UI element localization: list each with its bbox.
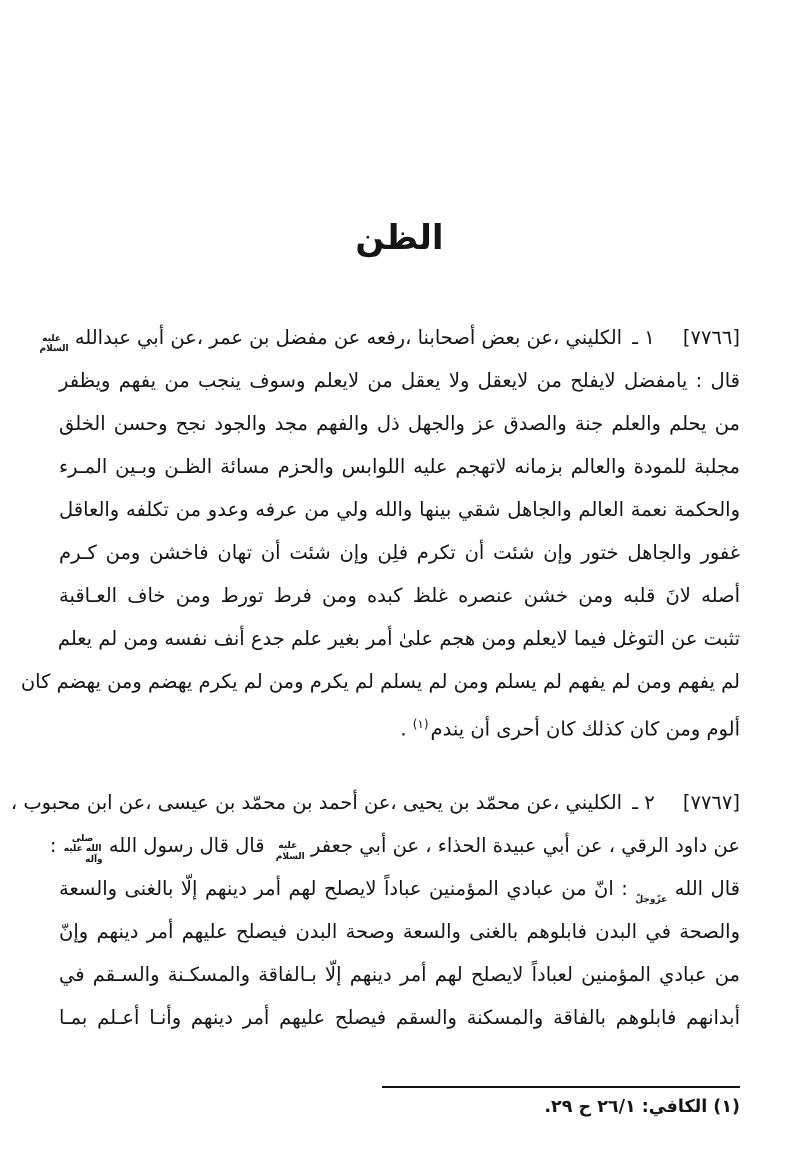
hadith-2-line-1 [10, 781, 740, 824]
hadith-2-qudsi-text: : انّ من عبادي المؤمنين عباداً لايصلح لهم أمر دينهم إلّا بالغنى والسعة [59, 876, 628, 900]
page-title: الظن [355, 218, 444, 258]
hadith-1-line-6: غفور والجاهل ختور وإن شئت أن تكرم فلِن وإن شئت أن تهان فاخشن ومن كـرم [59, 541, 740, 564]
footnote-ref-marker: (١) [412, 717, 429, 731]
hadith-1-id: [٧٧٦٦] [682, 326, 740, 349]
hadith-2-number: ٢ ـ [632, 790, 655, 814]
colon: : [49, 833, 57, 857]
hadith-2-isnad-continued: عن داود الرقي ، عن أبي عبيدة الحذاء ، عن أبي جعفر [310, 833, 740, 857]
honorific-azza-wa-jall-icon: عزّوجلّ [635, 894, 668, 905]
hadith-1-number: ١ ـ [632, 326, 655, 349]
hadith-2-line-5: من عبادي المؤمنين لعباداً لايصلح لهم أمر دينهم إلّا بـالفاقة والمسكـنة والسـقم في [59, 962, 740, 986]
hadith-2-attribution: قال قال رسول الله [108, 833, 265, 857]
hadith-2-id: [٧٧٦٧] [682, 790, 740, 814]
footnote-text: (١) الكافي: ٢٦/١ ح ٢٩. [544, 1097, 740, 1117]
hadith-1-line-10 [59, 703, 740, 751]
footnote-block [382, 1086, 740, 1117]
hadith-1-isnad: الكليني ،عن بعض أصحابنا ،رفعه عن مفضل بن عمر ،عن أبي عبدالله [74, 326, 623, 349]
hadith-1-line-3: من يحلم والعلم جنة والصدق عز والجهل ذل والفهم مجد والجود نجح وحسن الخلق [59, 412, 740, 435]
hadith-1-line-2: قال : يامفضل لايفلح من لايعقل ولا يعقل من لايعلم وسوف ينجب من يفهم ويظفر [59, 369, 740, 392]
hadith-1-closing: ألوم ومن كان كذلك كان أحرى أن يندم [430, 717, 740, 741]
honorific-alayhis-salam-icon: عليه السلام [275, 841, 305, 862]
hadith-1-line-9: لم يفهم ومن لم يفهم لم يسلم ومن لم يسلم لم يكرم ومن لم يكرم يهضم ومن يهضم كان [20, 670, 740, 693]
hadith-1-line-5: والحكمة نعمة العالم والجاهل شقي بينها والله ولي من عرفه وعدو من تكلفه والعاقل [59, 498, 740, 521]
hadith-1 [20, 316, 740, 751]
hadith-2-line-4: والصحة في البدن فابلوهم بالغنى والسعة وصحة البدن فيصلح عليهم أمر دينهم وإنّ [59, 919, 740, 943]
hadith-2-line-2 [49, 824, 740, 867]
honorific-alayhis-salam-icon: عليه السلام [39, 333, 69, 354]
sentence-period: . [400, 717, 407, 741]
hadith-1-line-1 [39, 316, 740, 359]
body-text [10, 316, 740, 1039]
hadith-1-line-7: أصله لانَ قلبه ومن خشن عنصره غلظ كبده ومن فرط تورط ومن خاف العـاقبة [59, 584, 740, 607]
hadith-1-line-8: تثبت عن التوغل فيما لايعلم ومن هجم علىٰ أمر بغير علم جدع أنف نفسه ومن لم يعلم [57, 627, 740, 650]
hadith-2-line-3 [59, 867, 740, 910]
hadith-2-isnad: الكليني ،عن محمّد بن يحيى ،عن أحمد بن محمّد بن عيسى ،عن ابن محبوب ، [10, 790, 623, 814]
honorific-salla-allahu-alayhi-icon: صلى الله عليه وآله [63, 833, 103, 865]
hadith-2 [10, 781, 740, 1039]
hadith-2-line-6: أبدانهم فابلوهم بالفاقة والمسكنة والسقم فيصلح عليهم أمر دينهم وأنـا أعـلم بمـا [59, 1005, 740, 1029]
hadith-1-line-4: مجلبة للمودة والعالم بزمانه لاتهجم عليه اللوابس والحزم مسائة الظـن وبـين المـرء [59, 455, 740, 478]
hadith-2-qudsi-opening: قال الله [674, 876, 740, 900]
